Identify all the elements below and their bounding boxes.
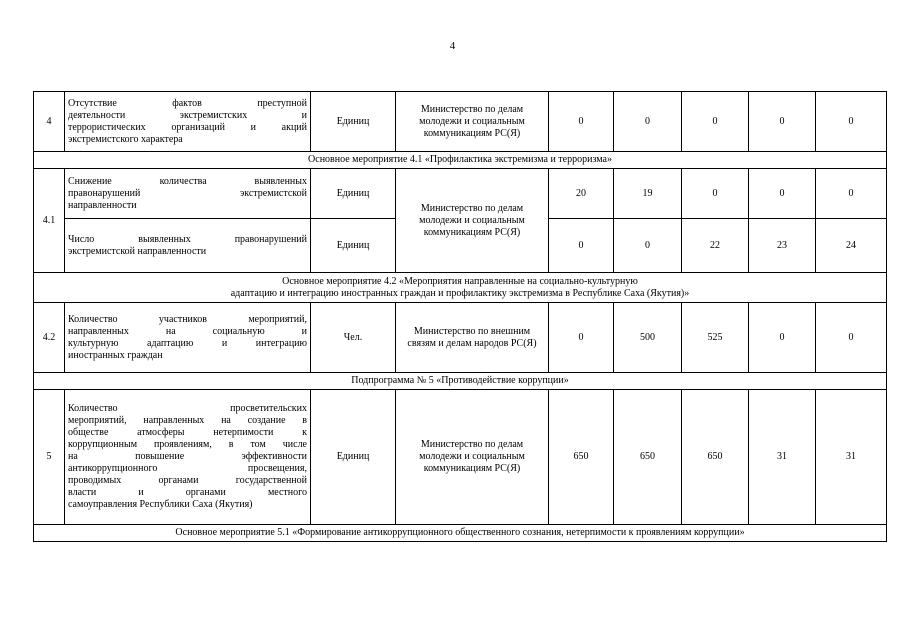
value-cell: 0 bbox=[549, 303, 614, 373]
responsible-org: Министерство по внешним связям и делам народов РС(Я) bbox=[396, 303, 549, 373]
responsible-org: Министерство по делам молодежи и социальным коммуникациям РС(Я) bbox=[396, 169, 549, 273]
table-row bbox=[34, 303, 887, 373]
section-header-row bbox=[34, 373, 887, 390]
value-cell: 0 bbox=[614, 219, 682, 273]
section-header-row bbox=[34, 525, 887, 542]
value-cell: 0 bbox=[682, 169, 749, 219]
unit-cell: Единиц bbox=[311, 219, 396, 273]
value-cell: 650 bbox=[682, 390, 749, 525]
responsible-org: Министерство по делам молодежи и социальным коммуникациям РС(Я) bbox=[396, 92, 549, 152]
value-cell: 0 bbox=[682, 92, 749, 152]
value-cell: 650 bbox=[614, 390, 682, 525]
value-cell: 31 bbox=[749, 390, 816, 525]
unit-cell: Единиц bbox=[311, 390, 396, 525]
value-cell: 23 bbox=[749, 219, 816, 273]
row-number: 4.1 bbox=[34, 169, 65, 273]
indicator-description: Количество просветительских мероприятий, направленных на создание в обществе атмосферы нетерпимости к коррупционным проявлениям, в том числе на повышение эффективности антикоррупционного просвещения, проводимых органами государственной власти и органами местного самоуправления Республики Саха (Якутия) bbox=[65, 390, 311, 525]
value-cell: 0 bbox=[816, 92, 887, 152]
row-number: 4 bbox=[34, 92, 65, 152]
value-cell: 24 bbox=[816, 219, 887, 273]
section-title: Основное мероприятие 5.1 «Формирование антикоррупционного общественного сознания, нетерпимости к проявлениям коррупции» bbox=[34, 525, 887, 542]
unit-cell: Единиц bbox=[311, 92, 396, 152]
unit-cell: Чел. bbox=[311, 303, 396, 373]
value-cell: 650 bbox=[549, 390, 614, 525]
value-cell: 0 bbox=[749, 169, 816, 219]
page-number: 4 bbox=[449, 40, 456, 52]
table-row bbox=[34, 390, 887, 525]
responsible-org: Министерство по делам молодежи и социальным коммуникациям РС(Я) bbox=[396, 390, 549, 525]
indicator-description: Число выявленных правонарушений экстремистской направленности bbox=[65, 219, 311, 273]
table-row bbox=[34, 169, 887, 219]
section-header-row bbox=[34, 152, 887, 169]
indicator-description: Снижение количества выявленных правонарушений экстремистской направленности bbox=[65, 169, 311, 219]
value-cell: 525 bbox=[682, 303, 749, 373]
indicators-table bbox=[33, 91, 887, 542]
section-title: Основное мероприятие 4.2 «Мероприятия направленные на социально-культурную адаптацию и интеграцию иностранных граждан и профилактику экстремизма в Республике Саха (Якутия)» bbox=[34, 273, 887, 303]
value-cell: 500 bbox=[614, 303, 682, 373]
value-cell: 0 bbox=[749, 303, 816, 373]
value-cell: 0 bbox=[549, 92, 614, 152]
row-number: 4.2 bbox=[34, 303, 65, 373]
value-cell: 0 bbox=[549, 219, 614, 273]
value-cell: 0 bbox=[749, 92, 816, 152]
value-cell: 19 bbox=[614, 169, 682, 219]
section-title: Подпрограмма № 5 «Противодействие коррупции» bbox=[34, 373, 887, 390]
section-header-row bbox=[34, 273, 887, 303]
section-title: Основное мероприятие 4.1 «Профилактика экстремизма и терроризма» bbox=[34, 152, 887, 169]
value-cell: 0 bbox=[816, 303, 887, 373]
value-cell: 22 bbox=[682, 219, 749, 273]
indicator-description: Отсутствие фактов преступной деятельности экстремистских и террористических организаций и акций экстремистского характера bbox=[65, 92, 311, 152]
table-row bbox=[34, 92, 887, 152]
row-number: 5 bbox=[34, 390, 65, 525]
indicator-description: Количество участников мероприятий, направленных на социальную и культурную адаптацию и интеграцию иностранных граждан bbox=[65, 303, 311, 373]
value-cell: 0 bbox=[816, 169, 887, 219]
value-cell: 0 bbox=[614, 92, 682, 152]
value-cell: 20 bbox=[549, 169, 614, 219]
unit-cell: Единиц bbox=[311, 169, 396, 219]
value-cell: 31 bbox=[816, 390, 887, 525]
